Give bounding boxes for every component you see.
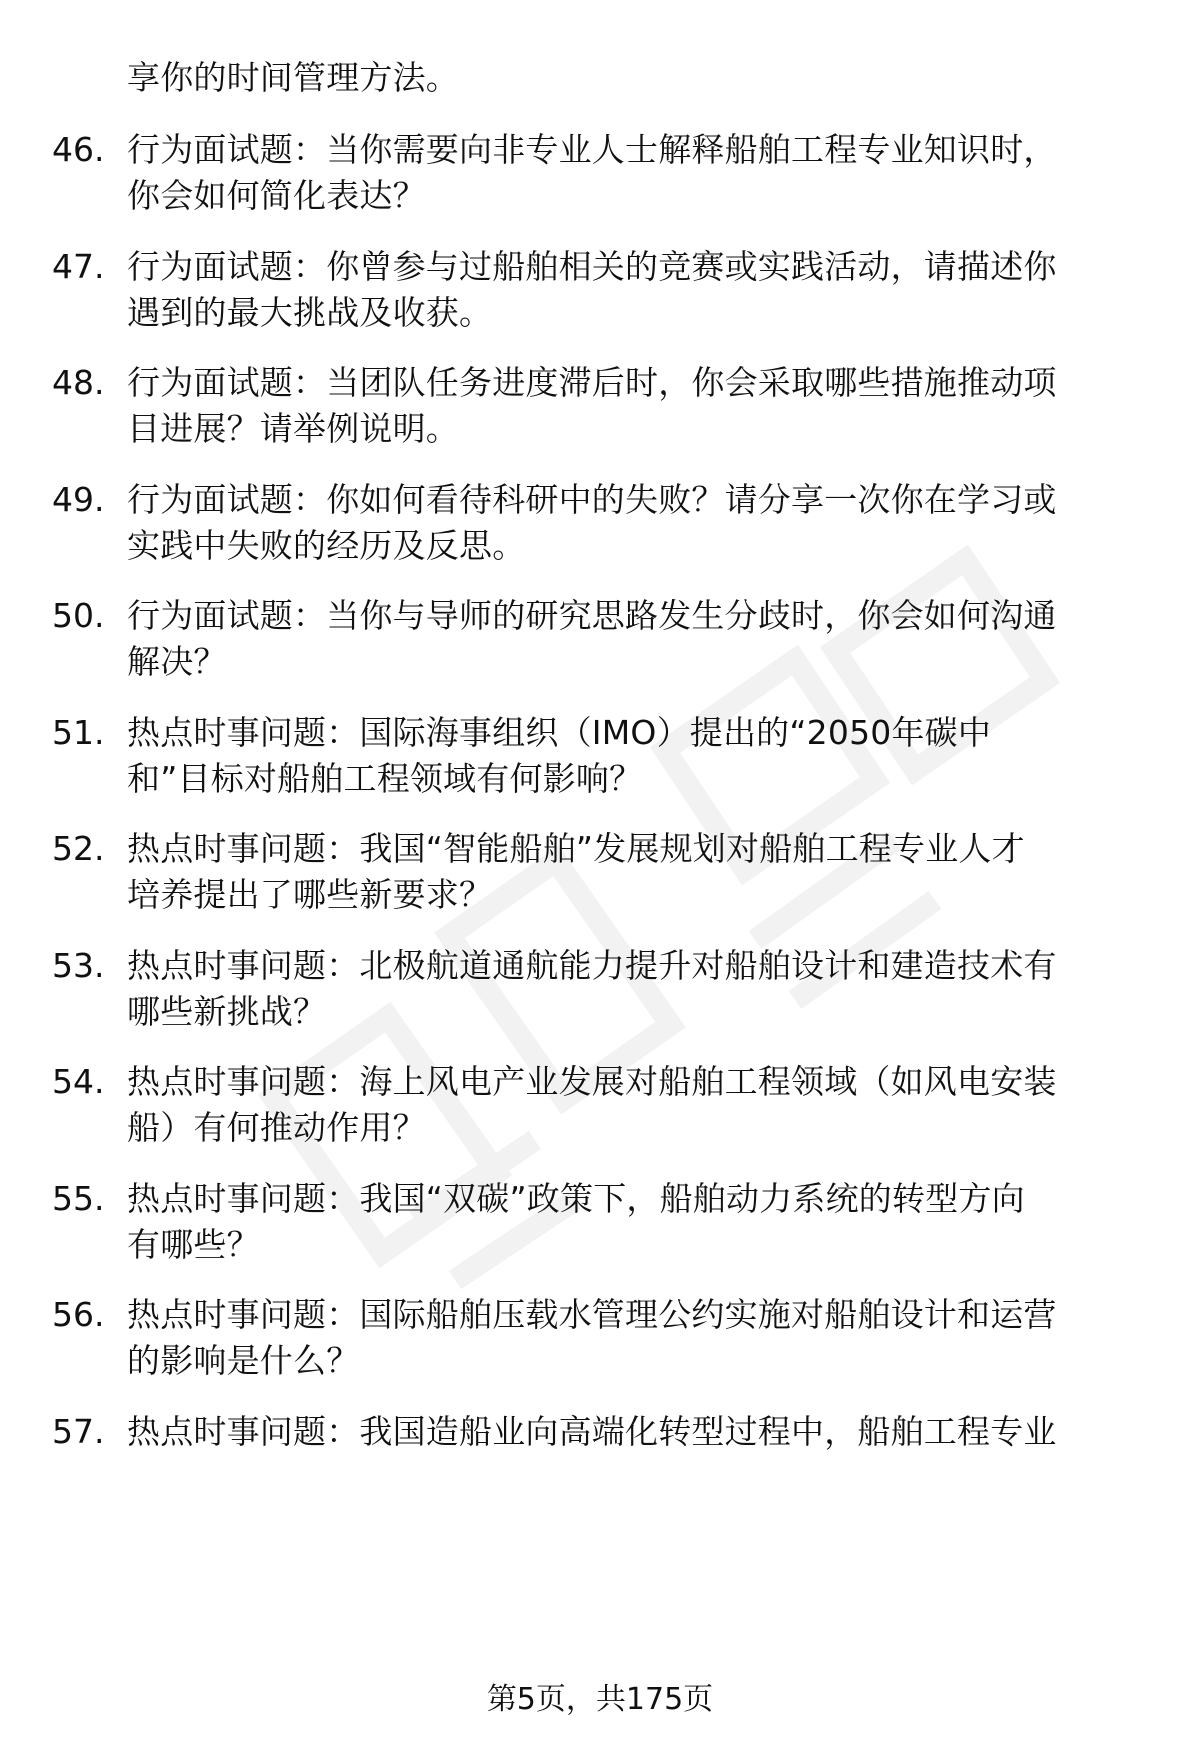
question-number: 51. [52,712,105,752]
question-number: 53. [52,945,105,985]
question-text-line: 哪些新挑战？ [127,991,327,1031]
question-number: 47. [52,246,105,286]
question-number: 48. [52,363,105,402]
question-text-line: 实践中失败的经历及反思。 [127,525,526,565]
question-number: 57. [52,1411,105,1451]
question-text-line: 的影响是什么？ [127,1341,360,1380]
question-text-line: 你会如何简化表达？ [127,176,426,215]
question-text-line: 热点时事问题：国际海事组织（IMO）提出的“2050年碳中 [127,712,992,752]
question-text-line: 和”目标对船舶工程领域有何影响？ [127,758,643,798]
question-text-line: 热点时事问题：海上风电产业发展对船舶工程领域（如风电安装 [127,1062,1057,1101]
question-text-line: 目进展？请举例说明。 [127,409,459,448]
question-text-line: 解决？ [127,642,227,681]
page-footer: 第5页，共175页 [486,1682,714,1717]
question-text-line: 行为面试题：当你需要向非专业人士解释船舶工程专业知识时， [127,130,1057,169]
question-number: 50. [52,596,105,635]
question-text-line: 热点时事问题：我国“智能船舶”发展规划对船舶工程专业人才 [127,829,1025,868]
question-text-line: 行为面试题：你如何看待科研中的失败？请分享一次你在学习或 [127,479,1057,519]
question-number: 52. [52,829,105,868]
question-text-line: 热点时事问题：北极航道通航能力提升对船舶设计和建造技术有 [127,945,1057,985]
question-text-line: 遇到的最大挑战及收获。 [127,292,493,332]
question-text-line: 有哪些？ [127,1224,260,1264]
question-number: 55. [52,1178,105,1218]
question-text-line: 船）有何推动作用？ [127,1108,426,1147]
question-number: 49. [52,479,105,519]
continuation-line: 享你的时间管理方法。 [127,58,459,97]
question-text-line: 行为面试题：你曾参与过船舶相关的竞赛或实践活动，请描述你 [127,246,1057,286]
question-text-line: 行为面试题：当你与导师的研究思路发生分歧时，你会如何沟通 [127,596,1057,635]
question-text-line: 培养提出了哪些新要求？ [127,875,493,914]
question-text-line: 行为面试题：当团队任务进度滞后时，你会采取哪些措施推动项 [127,363,1057,402]
question-number: 54. [52,1062,105,1101]
question-text-line: 热点时事问题：国际船舶压载水管理公约实施对船舶设计和运营 [127,1295,1057,1334]
question-text-line: 热点时事问题：我国“双碳”政策下，船舶动力系统的转型方向 [127,1178,1025,1218]
question-number: 46. [52,130,105,169]
question-number: 56. [52,1295,105,1334]
question-text-line: 热点时事问题：我国造船业向高端化转型过程中，船舶工程专业 [127,1411,1057,1451]
